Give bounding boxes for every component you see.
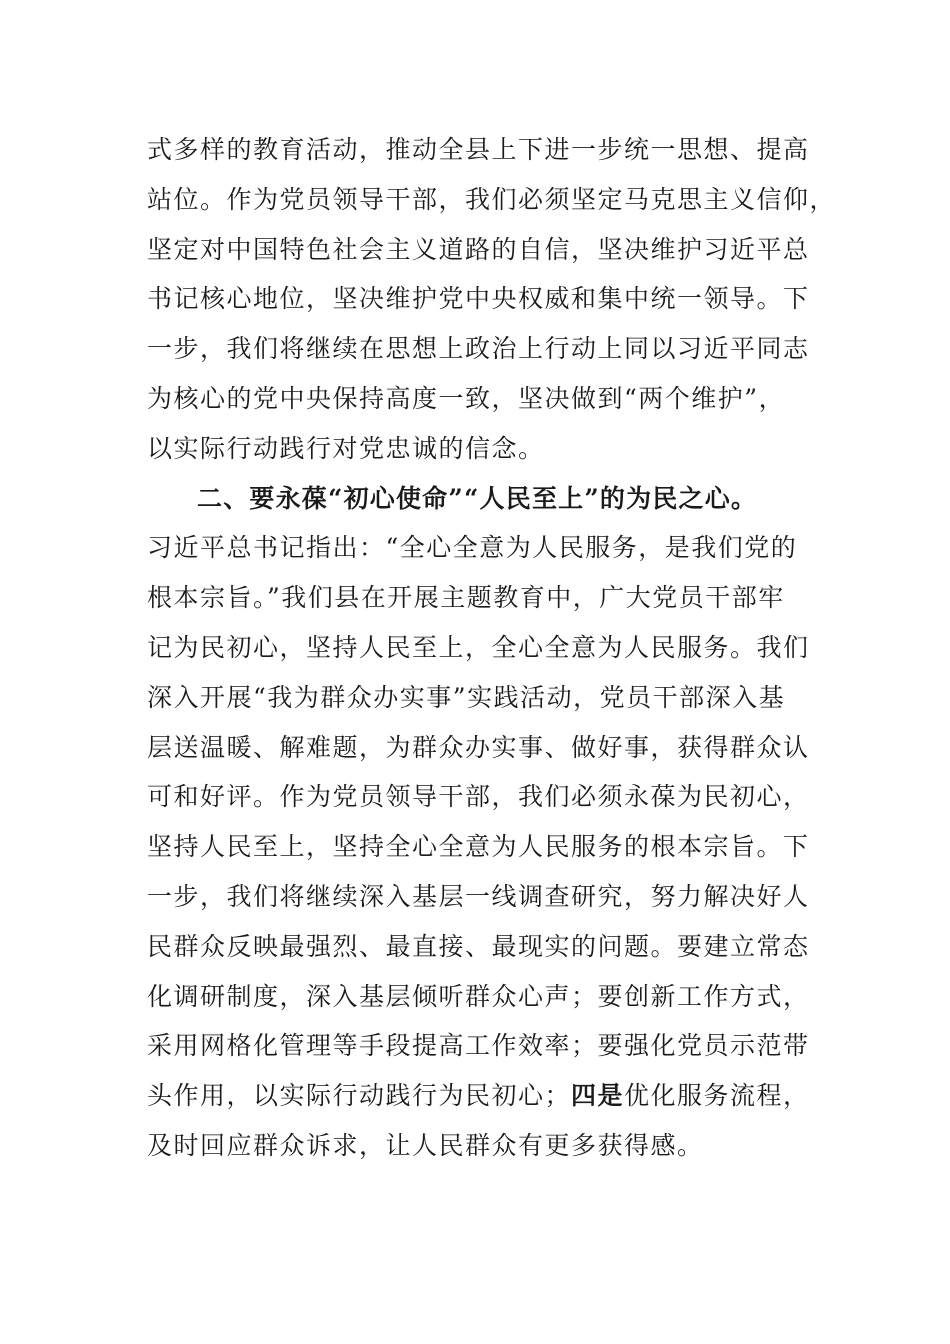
- body-text: [147, 125, 837, 1171]
- text-segment: 优化服务流程，: [624, 1081, 810, 1111]
- text-line: 站位。作为党员领导干部，我们必须坚定马克思主义信仰，: [147, 184, 837, 214]
- text-line: 及时回应群众诉求，让人民群众有更多获得感。: [147, 1130, 704, 1160]
- text-line: 层送温暖、解难题，为群众办实事、做好事，获得群众认: [147, 732, 810, 762]
- bold-marker: 四是: [571, 1081, 625, 1111]
- text-segment: 头作用，以实际行动践行为民初心；: [147, 1081, 572, 1111]
- text-line: 可和好评。作为党员领导干部，我们必须永葆为民初心，: [147, 782, 810, 812]
- text-line: 一步，我们将继续深入基层一线调查研究，努力解决好人: [147, 881, 810, 911]
- section-heading: 二、要永葆“初心使命”“人民至上”的为民之心。: [197, 483, 758, 513]
- text-line: 一步，我们将继续在思想上政治上行动上同以习近平同志: [147, 334, 810, 364]
- text-line: 以实际行动践行对党忠诚的信念。: [147, 433, 545, 463]
- text-line: 习近平总书记指出：“全心全意为人民服务，是我们党的: [147, 533, 798, 563]
- text-line: 坚定对中国特色社会主义道路的自信，坚决维护习近平总: [147, 234, 810, 264]
- text-line: 民群众反映最强烈、最直接、最现实的问题。要建立常态: [147, 931, 810, 961]
- text-line: 深入开展“我为群众办实事”实践活动，党员干部深入基: [147, 682, 786, 712]
- text-line: 化调研制度，深入基层倾听群众心声；要创新工作方式，: [147, 981, 810, 1011]
- text-line: 为核心的党中央保持高度一致，坚决做到“两个维护”，: [147, 383, 786, 413]
- text-line: 采用网格化管理等手段提高工作效率；要强化党员示范带: [147, 1031, 810, 1061]
- text-line: [147, 1071, 810, 1121]
- text-line: 式多样的教育活动，推动全县上下进一步统一思想、提高: [147, 135, 810, 164]
- text-line: 记为民初心，坚持人民至上，全心全意为人民服务。我们: [147, 632, 810, 662]
- text-line: 坚持人民至上，坚持全心全意为人民服务的根本宗旨。下: [147, 832, 810, 862]
- text-line: 书记核心地位，坚决维护党中央权威和集中统一领导。下: [147, 284, 810, 314]
- text-line: 根本宗旨。”我们县在开展主题教育中，广大党员干部牢: [147, 583, 785, 613]
